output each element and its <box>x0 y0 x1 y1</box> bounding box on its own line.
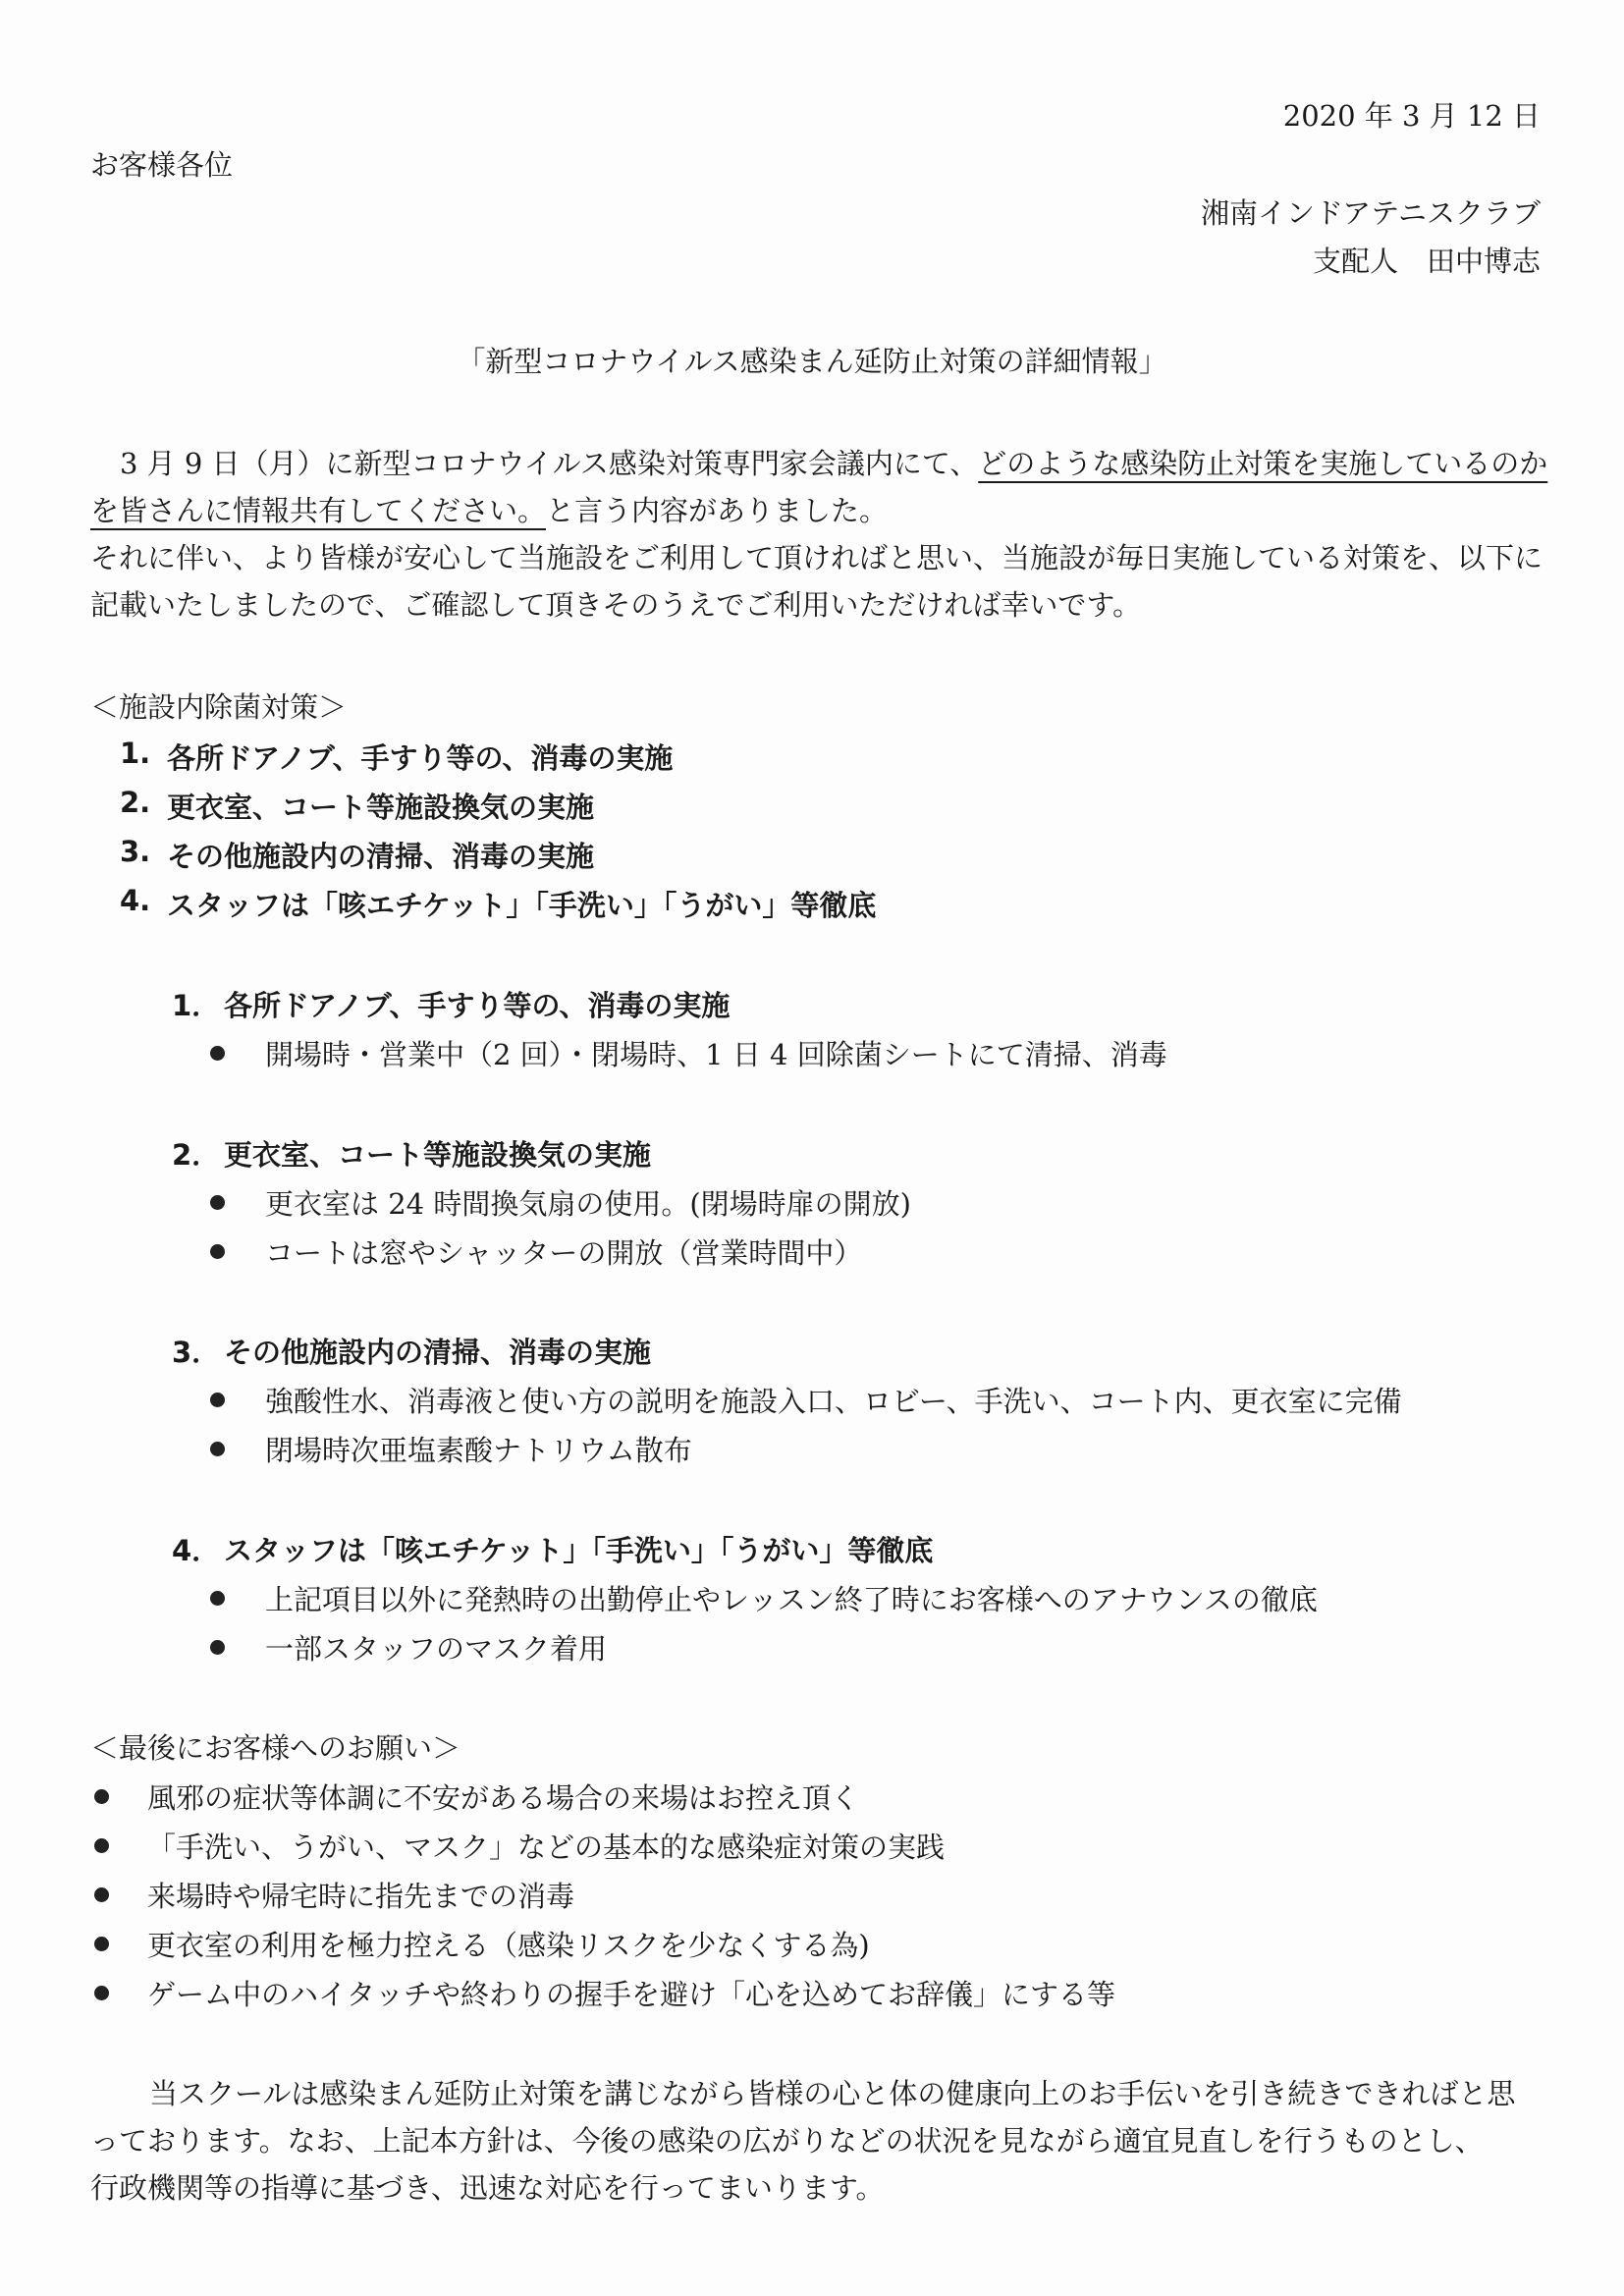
bullet-icon <box>210 1244 225 1259</box>
facility-item-text: 各所ドアノブ、手すり等の、消毒の実施 <box>167 741 674 775</box>
detail-num: 3． <box>172 1336 221 1369</box>
request-item: 風邪の症状等体調に不安がある場合の来場はお控え頂く <box>147 1781 860 1815</box>
facility-item-num: 4. <box>120 884 151 917</box>
intro-line-2 <box>90 487 1547 534</box>
request-item: 更衣室の利用を極力控える（感染リスクを少なくする為) <box>147 1929 870 1962</box>
intro-line-3: それに伴い、より皆様が安心して当施設をご利用して頂ければと思い、当施設が毎日実施している対策を、以下に <box>90 541 1543 574</box>
closing-line-3: 行政機関等の指導に基づき、迅速な対応を行ってまいります。 <box>90 2171 885 2205</box>
bullet-icon <box>94 1789 109 1804</box>
closing-paragraph <box>90 2070 1515 2212</box>
facility-item-num: 3. <box>120 835 151 868</box>
intro-paragraph <box>90 440 1547 629</box>
detail-title: その他施設内の清掃、消毒の実施 <box>224 1336 652 1369</box>
closing-line-2: っております。なお、上記本方針は、今後の感染の広がりなどの状況を見ながら適宜見直しを行うものとし、 <box>90 2124 1484 2158</box>
facility-item-text: 更衣室、コート等施設換気の実施 <box>167 791 595 824</box>
bullet-icon <box>210 1442 225 1456</box>
document-title: 「新型コロナウイルス感染まん延防止対策の詳細情報」 <box>457 345 1167 378</box>
bullet-icon <box>210 1046 225 1061</box>
intro-line-2-underlined: を皆さんに情報共有してください。 <box>90 494 547 527</box>
detail-bullet: 閉場時次亜塩素酸ナトリウム散布 <box>265 1434 692 1467</box>
detail-title: スタッフは「咳エチケット」「手洗い」「うがい」等徹底 <box>224 1534 934 1567</box>
detail-bullet: 上記項目以外に発熱時の出勤停止やレッスン終了時にお客様へのアナウンスの徹底 <box>265 1583 1318 1616</box>
detail-bullet: 一部スタッフのマスク着用 <box>265 1632 608 1666</box>
request-item: 来場時や帰宅時に指先までの消毒 <box>147 1880 575 1913</box>
recipient: お客様各位 <box>90 148 234 182</box>
bullet-icon <box>210 1640 225 1655</box>
bullet-icon <box>94 1838 109 1853</box>
bullet-icon <box>94 1887 109 1902</box>
request-item: ゲーム中のハイタッチや終わりの握手を避け「心を込めてお辞儀」にする等 <box>147 1978 1116 2011</box>
bullet-icon <box>210 1195 225 1210</box>
bullet-icon <box>210 1393 225 1407</box>
organization-name: 湘南インドアテニスクラブ <box>1201 196 1541 230</box>
detail-num: 2． <box>172 1138 221 1172</box>
request-item: 「手洗い、うがい、マスク」などの基本的な感染症対策の実践 <box>147 1831 946 1864</box>
intro-line-1-underlined: どのような感染防止対策を実施しているのか <box>978 447 1548 480</box>
closing-line-1: 当スクールは感染まん延防止対策を講じながら皆様の心と体の健康向上のお手伝いを引き続きできればと思 <box>149 2077 1516 2110</box>
sender-name: 支配人 田中博志 <box>1312 245 1541 278</box>
detail-title: 更衣室、コート等施設換気の実施 <box>224 1138 652 1172</box>
intro-line-1 <box>90 440 1547 487</box>
detail-bullet: コートは窓やシャッターの開放（営業時間中） <box>265 1236 863 1270</box>
bullet-icon <box>210 1591 225 1606</box>
detail-num: 1． <box>172 989 221 1022</box>
requests-heading: ＜最後にお客様へのお願い＞ <box>90 1731 461 1765</box>
bullet-icon <box>94 1986 109 2000</box>
facility-heading: ＜施設内除菌対策＞ <box>90 690 348 724</box>
detail-title: 各所ドアノブ、手すり等の、消毒の実施 <box>224 989 731 1022</box>
facility-item-num: 1. <box>120 737 151 770</box>
document-date: 2020 年 3 月 12 日 <box>1282 99 1541 133</box>
detail-num: 4． <box>172 1534 221 1567</box>
intro-line-2-text: と言う内容がありました。 <box>546 494 889 527</box>
detail-bullet: 開場時・営業中（2 回）・閉場時、1 日 4 回除菌シートにて清掃、消毒 <box>265 1038 1167 1071</box>
intro-line-4: 記載いたしましたので、ご確認して頂きそのうえでご利用いただければ幸いです。 <box>90 588 1142 622</box>
detail-bullet: 更衣室は 24 時間換気扇の使用。(閉場時扉の開放) <box>265 1187 911 1221</box>
bullet-icon <box>94 1937 109 1951</box>
facility-item-text: その他施設内の清掃、消毒の実施 <box>167 840 595 873</box>
detail-bullet: 強酸性水、消毒液と使い方の説明を施設入口、ロビー、手洗い、コート内、更衣室に完備 <box>265 1385 1402 1418</box>
facility-item-text: スタッフは「咳エチケット」「手洗い」「うがい」等徹底 <box>167 889 877 922</box>
intro-line-1-text: 3 月 9 日（月）に新型コロナウイルス感染対策専門家会議内にて、 <box>120 447 979 480</box>
facility-item-num: 2. <box>120 786 151 819</box>
